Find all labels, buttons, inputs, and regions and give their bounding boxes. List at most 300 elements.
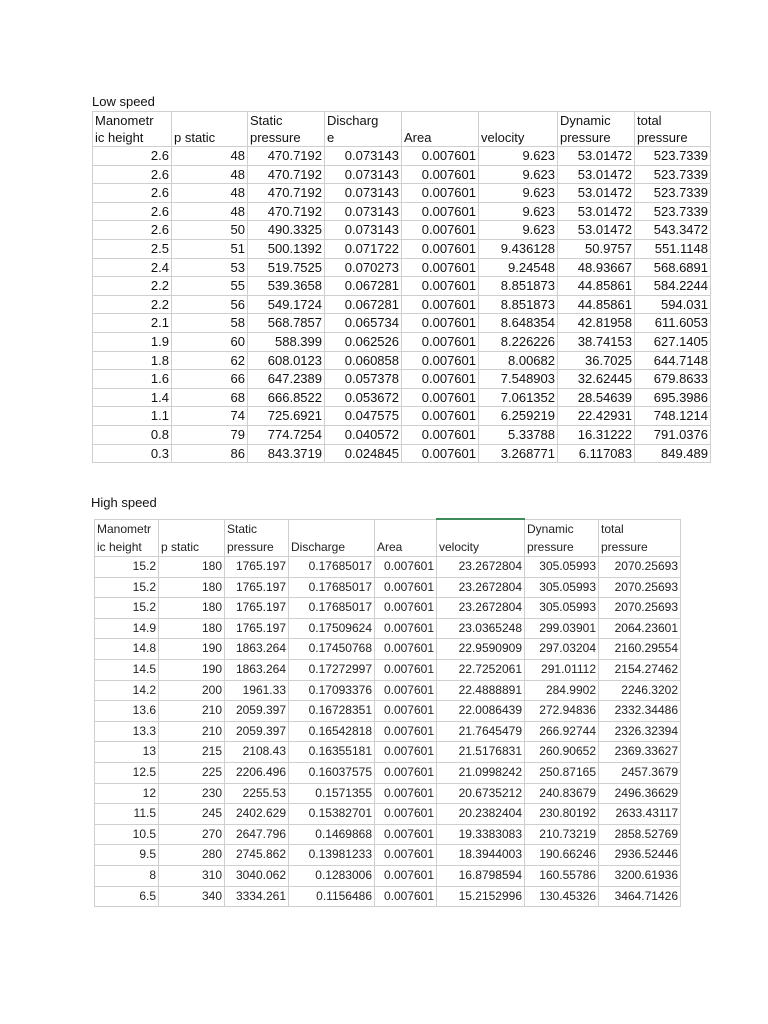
column-header-cell[interactable]: ic height — [93, 129, 172, 147]
table-cell[interactable]: 0.053672 — [325, 388, 402, 407]
table-cell[interactable]: 0.073143 — [325, 184, 402, 203]
column-header-cell[interactable]: Dynamic — [558, 112, 635, 130]
table-cell[interactable]: 2255.53 — [225, 783, 289, 804]
table-cell[interactable]: 0.007601 — [402, 351, 479, 370]
table-cell[interactable]: 7.548903 — [479, 370, 558, 389]
table-cell[interactable]: 53.01472 — [558, 202, 635, 221]
table-cell[interactable]: 2.6 — [93, 202, 172, 221]
table-cell[interactable]: 0.073143 — [325, 221, 402, 240]
table-cell[interactable]: 10.5 — [95, 824, 159, 845]
table-cell[interactable]: 44.85861 — [558, 295, 635, 314]
table-cell[interactable]: 666.8522 — [248, 388, 325, 407]
table-cell[interactable]: 647.2389 — [248, 370, 325, 389]
table-cell[interactable]: 725.6921 — [248, 407, 325, 426]
table-cell[interactable]: 0.007601 — [402, 332, 479, 351]
table-cell[interactable]: 0.007601 — [375, 557, 437, 578]
table-cell[interactable]: 1.1 — [93, 407, 172, 426]
table-cell[interactable]: 23.2672804 — [437, 557, 525, 578]
table-cell[interactable]: 68 — [172, 388, 248, 407]
table-cell[interactable]: 20.2382404 — [437, 804, 525, 825]
table-cell[interactable]: 22.7252061 — [437, 659, 525, 680]
table-cell[interactable]: 9.623 — [479, 202, 558, 221]
table-cell[interactable]: 53.01472 — [558, 165, 635, 184]
table-cell[interactable]: 470.7192 — [248, 147, 325, 166]
table-cell[interactable]: 60 — [172, 332, 248, 351]
table-cell[interactable]: 2.6 — [93, 221, 172, 240]
table-cell[interactable]: 2059.397 — [225, 721, 289, 742]
table-cell[interactable]: 2206.496 — [225, 762, 289, 783]
table-cell[interactable]: 8.648354 — [479, 314, 558, 333]
table-cell[interactable]: 14.5 — [95, 659, 159, 680]
table-cell[interactable]: 500.1392 — [248, 239, 325, 258]
table-cell[interactable]: 1765.197 — [225, 618, 289, 639]
table-cell[interactable]: 551.1148 — [635, 239, 711, 258]
table-cell[interactable]: 1.6 — [93, 370, 172, 389]
table-cell[interactable]: 0.073143 — [325, 147, 402, 166]
table-cell[interactable]: 3334.261 — [225, 886, 289, 907]
table-cell[interactable]: 36.7025 — [558, 351, 635, 370]
table-cell[interactable]: 44.85861 — [558, 277, 635, 296]
table-cell[interactable]: 2936.52446 — [599, 845, 681, 866]
table-cell[interactable]: 18.3944003 — [437, 845, 525, 866]
column-header-cell[interactable]: pressure — [635, 129, 711, 147]
table-cell[interactable]: 0.13981233 — [289, 845, 375, 866]
table-cell[interactable]: 0.071722 — [325, 239, 402, 258]
table-cell[interactable]: 22.42931 — [558, 407, 635, 426]
table-cell[interactable]: 774.7254 — [248, 425, 325, 444]
table-cell[interactable]: 0.007601 — [375, 598, 437, 619]
column-header-cell[interactable]: Dynamic — [525, 519, 599, 538]
table-cell[interactable]: 608.0123 — [248, 351, 325, 370]
table-cell[interactable]: 280 — [159, 845, 225, 866]
table-cell[interactable]: 791.0376 — [635, 425, 711, 444]
table-cell[interactable]: 3464.71426 — [599, 886, 681, 907]
column-header-cell[interactable]: Manometr — [95, 519, 159, 538]
table-cell[interactable]: 74 — [172, 407, 248, 426]
table-cell[interactable]: 38.74153 — [558, 332, 635, 351]
table-cell[interactable]: 0.17272997 — [289, 659, 375, 680]
table-cell[interactable]: 2.6 — [93, 184, 172, 203]
table-cell[interactable]: 310 — [159, 865, 225, 886]
table-cell[interactable]: 9.5 — [95, 845, 159, 866]
table-cell[interactable]: 0.040572 — [325, 425, 402, 444]
table-cell[interactable]: 2633.43117 — [599, 804, 681, 825]
table-cell[interactable]: 340 — [159, 886, 225, 907]
table-cell[interactable]: 21.7645479 — [437, 721, 525, 742]
table-cell[interactable]: 0.007601 — [402, 239, 479, 258]
table-cell[interactable]: 22.4888891 — [437, 680, 525, 701]
table-cell[interactable]: 2858.52769 — [599, 824, 681, 845]
table-cell[interactable]: 0.16542818 — [289, 721, 375, 742]
column-header-cell[interactable]: pressure — [225, 538, 289, 557]
table-cell[interactable]: 225 — [159, 762, 225, 783]
table-cell[interactable]: 695.3986 — [635, 388, 711, 407]
column-header-cell[interactable]: pressure — [248, 129, 325, 147]
table-cell[interactable]: 305.05993 — [525, 577, 599, 598]
table-cell[interactable]: 23.2672804 — [437, 577, 525, 598]
table-cell[interactable]: 2326.32394 — [599, 721, 681, 742]
table-cell[interactable]: 53.01472 — [558, 147, 635, 166]
table-cell[interactable]: 0.007601 — [375, 804, 437, 825]
table-cell[interactable]: 2402.629 — [225, 804, 289, 825]
table-cell[interactable]: 2.6 — [93, 165, 172, 184]
table-cell[interactable]: 1.8 — [93, 351, 172, 370]
table-cell[interactable]: 0.007601 — [375, 845, 437, 866]
table-cell[interactable]: 14.2 — [95, 680, 159, 701]
column-header-cell[interactable] — [375, 519, 437, 538]
table-cell[interactable]: 3200.61936 — [599, 865, 681, 886]
table-cell[interactable]: 0.16728351 — [289, 701, 375, 722]
table-cell[interactable]: 9.623 — [479, 165, 558, 184]
table-cell[interactable]: 0.073143 — [325, 165, 402, 184]
table-cell[interactable]: 230.80192 — [525, 804, 599, 825]
table-cell[interactable]: 15.2152996 — [437, 886, 525, 907]
table-cell[interactable]: 15.2 — [95, 598, 159, 619]
table-cell[interactable]: 470.7192 — [248, 184, 325, 203]
table-cell[interactable]: 291.01112 — [525, 659, 599, 680]
table-cell[interactable]: 1.4 — [93, 388, 172, 407]
table-cell[interactable]: 23.2672804 — [437, 598, 525, 619]
table-cell[interactable]: 1863.264 — [225, 659, 289, 680]
table-cell[interactable]: 180 — [159, 598, 225, 619]
table-cell[interactable]: 0.17685017 — [289, 598, 375, 619]
table-cell[interactable]: 180 — [159, 577, 225, 598]
table-cell[interactable]: 160.55786 — [525, 865, 599, 886]
table-cell[interactable]: 0.007601 — [402, 295, 479, 314]
table-cell[interactable]: 23.0365248 — [437, 618, 525, 639]
table-cell[interactable]: 2.1 — [93, 314, 172, 333]
column-header-cell[interactable]: Static — [225, 519, 289, 538]
table-cell[interactable]: 9.436128 — [479, 239, 558, 258]
table-cell[interactable]: 0.1283006 — [289, 865, 375, 886]
table-cell[interactable]: 56 — [172, 295, 248, 314]
table-cell[interactable]: 3040.062 — [225, 865, 289, 886]
column-header-cell[interactable]: Static — [248, 112, 325, 130]
table-cell[interactable]: 48.93667 — [558, 258, 635, 277]
table-cell[interactable]: 0.007601 — [375, 701, 437, 722]
column-header-cell[interactable]: p static — [159, 538, 225, 557]
column-header-cell[interactable] — [289, 519, 375, 538]
table-cell[interactable]: 0.062526 — [325, 332, 402, 351]
table-cell[interactable]: 490.3325 — [248, 221, 325, 240]
column-header-cell[interactable] — [479, 112, 558, 130]
table-cell[interactable]: 9.623 — [479, 147, 558, 166]
table-cell[interactable]: 584.2244 — [635, 277, 711, 296]
table-cell[interactable]: 284.9902 — [525, 680, 599, 701]
table-cell[interactable]: 1.9 — [93, 332, 172, 351]
table-cell[interactable]: 611.6053 — [635, 314, 711, 333]
table-cell[interactable]: 2496.36629 — [599, 783, 681, 804]
table-cell[interactable]: 19.3383083 — [437, 824, 525, 845]
table-cell[interactable]: 48 — [172, 147, 248, 166]
table-cell[interactable]: 48 — [172, 165, 248, 184]
table-cell[interactable]: 8.851873 — [479, 295, 558, 314]
table-cell[interactable]: 0.007601 — [402, 388, 479, 407]
table-cell[interactable]: 0.007601 — [402, 425, 479, 444]
column-header-cell[interactable] — [159, 519, 225, 538]
table-cell[interactable]: 568.6891 — [635, 258, 711, 277]
table-cell[interactable]: 9.623 — [479, 221, 558, 240]
table-cell[interactable]: 20.6735212 — [437, 783, 525, 804]
table-cell[interactable]: 210 — [159, 701, 225, 722]
table-cell[interactable]: 28.54639 — [558, 388, 635, 407]
table-cell[interactable]: 0.007601 — [402, 147, 479, 166]
table-cell[interactable]: 297.03204 — [525, 639, 599, 660]
table-cell[interactable]: 14.9 — [95, 618, 159, 639]
table-cell[interactable]: 190 — [159, 639, 225, 660]
table-cell[interactable]: 2108.43 — [225, 742, 289, 763]
table-cell[interactable]: 130.45326 — [525, 886, 599, 907]
table-cell[interactable]: 0.007601 — [402, 202, 479, 221]
table-cell[interactable]: 22.0086439 — [437, 701, 525, 722]
table-cell[interactable]: 0.007601 — [375, 639, 437, 660]
table-cell[interactable]: 0.007601 — [375, 577, 437, 598]
table-cell[interactable]: 0.007601 — [375, 783, 437, 804]
table-cell[interactable]: 2059.397 — [225, 701, 289, 722]
table-cell[interactable]: 250.87165 — [525, 762, 599, 783]
column-header-cell[interactable]: pressure — [599, 538, 681, 557]
table-cell[interactable]: 299.03901 — [525, 618, 599, 639]
table-cell[interactable]: 523.7339 — [635, 165, 711, 184]
table-cell[interactable]: 594.031 — [635, 295, 711, 314]
table-cell[interactable]: 8.226226 — [479, 332, 558, 351]
table-cell[interactable]: 0.065734 — [325, 314, 402, 333]
table-cell[interactable]: 55 — [172, 277, 248, 296]
table-cell[interactable]: 470.7192 — [248, 202, 325, 221]
table-cell[interactable]: 79 — [172, 425, 248, 444]
table-cell[interactable]: 0.007601 — [402, 407, 479, 426]
table-cell[interactable]: 0.007601 — [375, 680, 437, 701]
table-cell[interactable]: 0.3 — [93, 444, 172, 463]
table-cell[interactable]: 0.073143 — [325, 202, 402, 221]
table-cell[interactable]: 843.3719 — [248, 444, 325, 463]
table-cell[interactable]: 523.7339 — [635, 202, 711, 221]
table-cell[interactable]: 0.007601 — [402, 258, 479, 277]
table-cell[interactable]: 8.00682 — [479, 351, 558, 370]
table-cell[interactable]: 0.1571355 — [289, 783, 375, 804]
table-cell[interactable]: 6.117083 — [558, 444, 635, 463]
table-cell[interactable]: 523.7339 — [635, 184, 711, 203]
table-cell[interactable]: 62 — [172, 351, 248, 370]
table-cell[interactable]: 0.060858 — [325, 351, 402, 370]
table-cell[interactable]: 22.9590909 — [437, 639, 525, 660]
table-cell[interactable]: 305.05993 — [525, 557, 599, 578]
table-cell[interactable]: 0.007601 — [375, 886, 437, 907]
table-cell[interactable]: 270 — [159, 824, 225, 845]
table-cell[interactable]: 0.047575 — [325, 407, 402, 426]
table-cell[interactable]: 0.070273 — [325, 258, 402, 277]
table-cell[interactable]: 86 — [172, 444, 248, 463]
table-cell[interactable]: 679.8633 — [635, 370, 711, 389]
table-cell[interactable]: 210.73219 — [525, 824, 599, 845]
column-header-cell[interactable]: pressure — [525, 538, 599, 557]
table-cell[interactable]: 470.7192 — [248, 165, 325, 184]
table-cell[interactable]: 0.17450768 — [289, 639, 375, 660]
table-cell[interactable]: 2647.796 — [225, 824, 289, 845]
table-cell[interactable]: 53.01472 — [558, 184, 635, 203]
table-cell[interactable]: 6.259219 — [479, 407, 558, 426]
table-cell[interactable]: 1863.264 — [225, 639, 289, 660]
table-cell[interactable]: 7.061352 — [479, 388, 558, 407]
table-cell[interactable]: 0.007601 — [375, 659, 437, 680]
table-cell[interactable]: 1765.197 — [225, 598, 289, 619]
table-cell[interactable]: 6.5 — [95, 886, 159, 907]
table-cell[interactable]: 0.007601 — [402, 165, 479, 184]
table-cell[interactable]: 2332.34486 — [599, 701, 681, 722]
table-cell[interactable]: 3.268771 — [479, 444, 558, 463]
table-cell[interactable]: 543.3472 — [635, 221, 711, 240]
table-cell[interactable]: 2.2 — [93, 295, 172, 314]
table-cell[interactable]: 748.1214 — [635, 407, 711, 426]
table-cell[interactable]: 519.7525 — [248, 258, 325, 277]
table-cell[interactable]: 2369.33627 — [599, 742, 681, 763]
column-header-cell[interactable]: total — [635, 112, 711, 130]
column-header-cell[interactable]: Discharg — [325, 112, 402, 130]
table-cell[interactable]: 42.81958 — [558, 314, 635, 333]
table-cell[interactable]: 14.8 — [95, 639, 159, 660]
table-cell[interactable]: 2070.25693 — [599, 598, 681, 619]
table-cell[interactable]: 0.024845 — [325, 444, 402, 463]
table-cell[interactable]: 272.94836 — [525, 701, 599, 722]
column-header-cell[interactable] — [172, 112, 248, 130]
table-cell[interactable]: 2.5 — [93, 239, 172, 258]
table-cell[interactable]: 0.16355181 — [289, 742, 375, 763]
table-cell[interactable]: 12 — [95, 783, 159, 804]
table-cell[interactable]: 16.31222 — [558, 425, 635, 444]
table-cell[interactable]: 16.8798594 — [437, 865, 525, 886]
table-cell[interactable]: 9.24548 — [479, 258, 558, 277]
table-cell[interactable]: 190.66246 — [525, 845, 599, 866]
column-header-cell[interactable]: pressure — [558, 129, 635, 147]
table-cell[interactable]: 1765.197 — [225, 557, 289, 578]
table-cell[interactable]: 66 — [172, 370, 248, 389]
table-cell[interactable]: 0.17093376 — [289, 680, 375, 701]
table-cell[interactable]: 5.33788 — [479, 425, 558, 444]
column-header-cell[interactable]: velocity — [479, 129, 558, 147]
table-cell[interactable]: 15.2 — [95, 557, 159, 578]
table-cell[interactable]: 240.83679 — [525, 783, 599, 804]
table-cell[interactable]: 11.5 — [95, 804, 159, 825]
table-cell[interactable]: 266.92744 — [525, 721, 599, 742]
table-cell[interactable]: 0.15382701 — [289, 804, 375, 825]
table-cell[interactable]: 849.489 — [635, 444, 711, 463]
table-cell[interactable]: 0.057378 — [325, 370, 402, 389]
table-cell[interactable]: 2064.23601 — [599, 618, 681, 639]
table-cell[interactable]: 0.007601 — [402, 184, 479, 203]
table-cell[interactable]: 15.2 — [95, 577, 159, 598]
table-cell[interactable]: 2745.862 — [225, 845, 289, 866]
table-cell[interactable]: 588.399 — [248, 332, 325, 351]
table-cell[interactable]: 0.007601 — [402, 444, 479, 463]
table-cell[interactable]: 180 — [159, 557, 225, 578]
table-cell[interactable]: 9.623 — [479, 184, 558, 203]
table-cell[interactable]: 627.1405 — [635, 332, 711, 351]
table-cell[interactable]: 568.7857 — [248, 314, 325, 333]
table-cell[interactable]: 0.007601 — [375, 824, 437, 845]
table-cell[interactable]: 50 — [172, 221, 248, 240]
table-cell[interactable]: 549.1724 — [248, 295, 325, 314]
table-cell[interactable]: 48 — [172, 184, 248, 203]
table-cell[interactable]: 0.16037575 — [289, 762, 375, 783]
column-header-cell[interactable]: Area — [375, 538, 437, 557]
table-cell[interactable]: 305.05993 — [525, 598, 599, 619]
column-header-cell[interactable]: velocity — [437, 538, 525, 557]
table-cell[interactable]: 0.007601 — [402, 314, 479, 333]
column-header-cell[interactable]: Manometr — [93, 112, 172, 130]
table-cell[interactable]: 215 — [159, 742, 225, 763]
table-cell[interactable]: 0.007601 — [402, 277, 479, 296]
table-cell[interactable]: 230 — [159, 783, 225, 804]
table-cell[interactable]: 0.067281 — [325, 277, 402, 296]
table-cell[interactable]: 0.17685017 — [289, 577, 375, 598]
table-cell[interactable]: 58 — [172, 314, 248, 333]
table-cell[interactable]: 2070.25693 — [599, 557, 681, 578]
table-cell[interactable]: 523.7339 — [635, 147, 711, 166]
table-cell[interactable]: 2457.3679 — [599, 762, 681, 783]
column-header-cell[interactable]: e — [325, 129, 402, 147]
table-cell[interactable]: 0.17509624 — [289, 618, 375, 639]
table-cell[interactable]: 2.2 — [93, 277, 172, 296]
table-cell[interactable]: 8.851873 — [479, 277, 558, 296]
table-cell[interactable]: 2154.27462 — [599, 659, 681, 680]
table-cell[interactable]: 0.007601 — [402, 221, 479, 240]
table-cell[interactable]: 0.17685017 — [289, 557, 375, 578]
table-cell[interactable]: 2246.3202 — [599, 680, 681, 701]
table-cell[interactable]: 180 — [159, 618, 225, 639]
table-cell[interactable]: 644.7148 — [635, 351, 711, 370]
table-cell[interactable]: 21.5176831 — [437, 742, 525, 763]
table-cell[interactable]: 0.1156486 — [289, 886, 375, 907]
table-cell[interactable]: 53.01472 — [558, 221, 635, 240]
table-cell[interactable]: 50.9757 — [558, 239, 635, 258]
column-header-cell[interactable]: p static — [172, 129, 248, 147]
table-cell[interactable]: 13.3 — [95, 721, 159, 742]
column-header-cell[interactable]: Discharge — [289, 538, 375, 557]
table-cell[interactable]: 539.3658 — [248, 277, 325, 296]
column-header-cell[interactable]: total — [599, 519, 681, 538]
table-cell[interactable]: 13 — [95, 742, 159, 763]
table-cell[interactable]: 8 — [95, 865, 159, 886]
table-cell[interactable]: 0.8 — [93, 425, 172, 444]
table-cell[interactable]: 1765.197 — [225, 577, 289, 598]
table-cell[interactable]: 13.6 — [95, 701, 159, 722]
table-cell[interactable]: 0.007601 — [375, 721, 437, 742]
table-cell[interactable]: 200 — [159, 680, 225, 701]
column-header-cell[interactable] — [437, 519, 525, 538]
table-cell[interactable]: 245 — [159, 804, 225, 825]
table-cell[interactable]: 21.0998242 — [437, 762, 525, 783]
table-cell[interactable]: 1961.33 — [225, 680, 289, 701]
table-cell[interactable]: 2.4 — [93, 258, 172, 277]
table-cell[interactable]: 53 — [172, 258, 248, 277]
table-cell[interactable]: 190 — [159, 659, 225, 680]
table-cell[interactable]: 0.1469868 — [289, 824, 375, 845]
column-header-cell[interactable]: ic height — [95, 538, 159, 557]
table-cell[interactable]: 2070.25693 — [599, 577, 681, 598]
table-cell[interactable]: 0.067281 — [325, 295, 402, 314]
table-cell[interactable]: 2.6 — [93, 147, 172, 166]
table-cell[interactable]: 0.007601 — [375, 742, 437, 763]
table-cell[interactable]: 210 — [159, 721, 225, 742]
table-cell[interactable]: 0.007601 — [402, 370, 479, 389]
column-header-cell[interactable] — [402, 112, 479, 130]
table-cell[interactable]: 0.007601 — [375, 762, 437, 783]
table-cell[interactable]: 0.007601 — [375, 865, 437, 886]
table-cell[interactable]: 51 — [172, 239, 248, 258]
table-cell[interactable]: 0.007601 — [375, 618, 437, 639]
table-cell[interactable]: 32.62445 — [558, 370, 635, 389]
table-cell[interactable]: 12.5 — [95, 762, 159, 783]
